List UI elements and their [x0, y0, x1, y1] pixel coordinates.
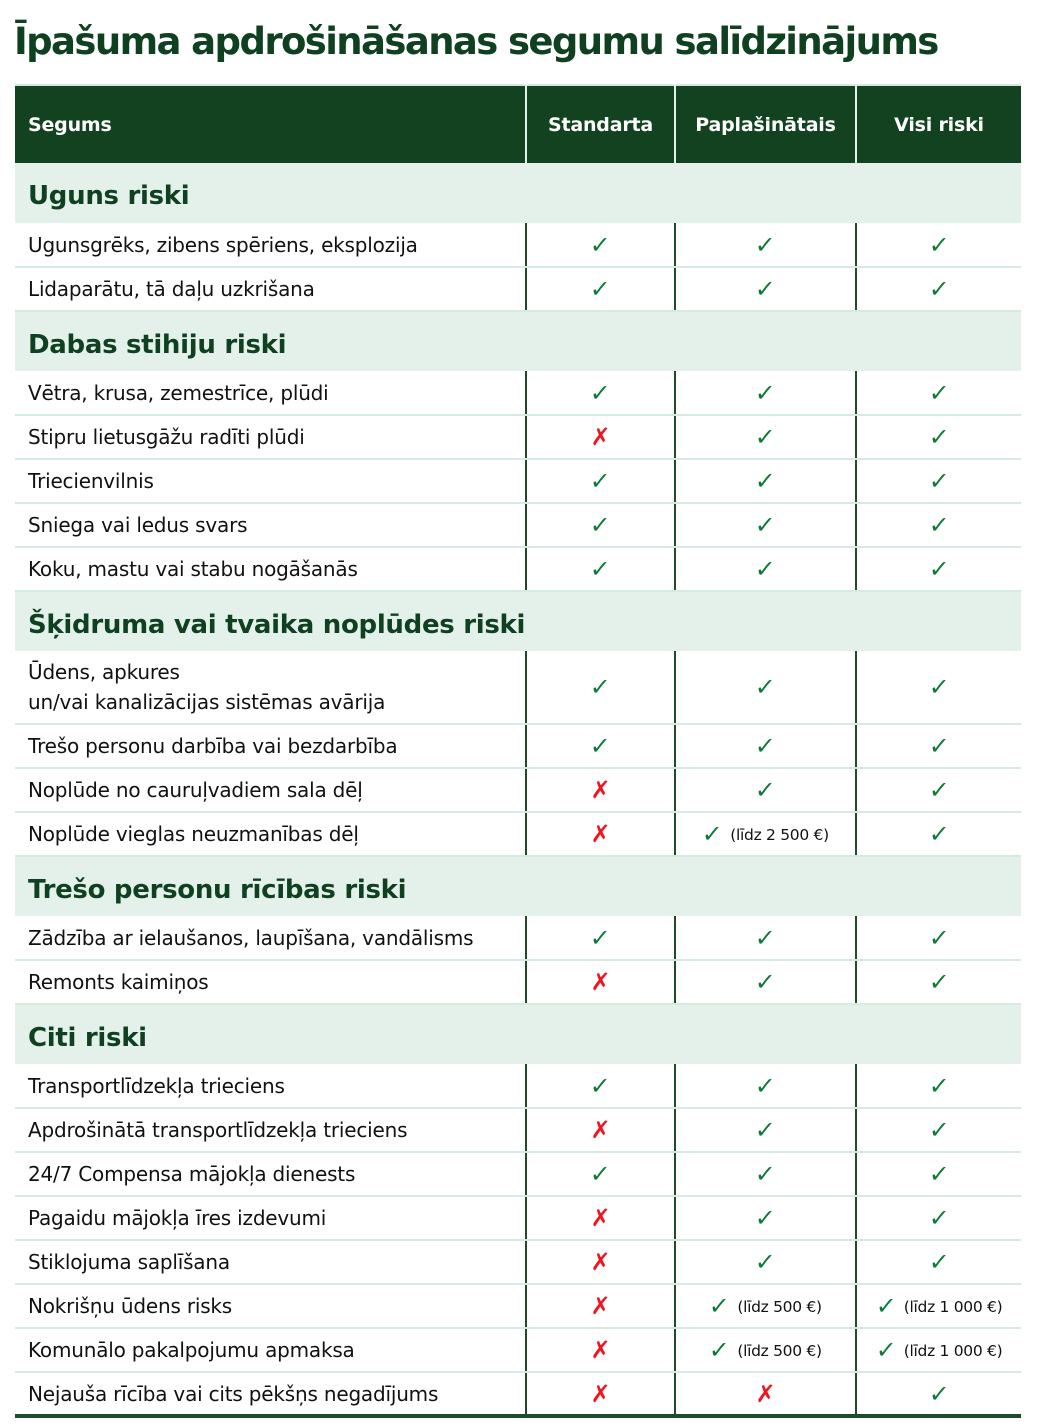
table-row	[15, 267, 1021, 311]
coverage-label-text: Lidaparātu, tā daļu uzkrišana	[28, 277, 315, 301]
coverage-label	[15, 651, 526, 724]
cell-standard	[526, 503, 675, 547]
cell-standard	[526, 1328, 675, 1372]
cell-extended	[675, 415, 856, 459]
checkmark-icon: ✓	[754, 968, 777, 996]
checkmark-icon: ✓	[754, 423, 777, 451]
cell-all-risks	[856, 1152, 1021, 1196]
coverage-label	[15, 1240, 526, 1284]
cell-standard	[526, 1284, 675, 1328]
cell-extended	[675, 916, 856, 960]
coverage-label-text: Trešo personu darbība vai bezdarbība	[28, 734, 398, 758]
cell-standard	[526, 415, 675, 459]
checkmark-icon: ✓	[927, 1248, 951, 1276]
cell-standard	[526, 1372, 675, 1416]
coverage-label	[15, 1064, 526, 1108]
column-header-standard: Standarta	[526, 85, 675, 163]
checkmark-icon: ✓	[927, 776, 951, 804]
coverage-label	[15, 371, 526, 415]
checkmark-icon: ✓	[754, 467, 777, 495]
cell-extended	[675, 1284, 856, 1328]
coverage-label-text: Noplūde no cauruļvadiem sala dēļ	[28, 778, 363, 802]
section-title: Trešo personu rīcības riski	[15, 856, 1021, 916]
checkmark-icon: ✓	[754, 672, 777, 701]
cell-standard	[526, 371, 675, 415]
checkmark-icon: ✓	[927, 423, 951, 451]
checkmark-icon: ✓	[927, 555, 951, 583]
cell-standard	[526, 768, 675, 812]
cell-extended	[675, 1064, 856, 1108]
checkmark-icon: ✓	[754, 511, 777, 539]
cross-icon: ✗	[755, 1379, 776, 1408]
cell-all-risks	[856, 1240, 1021, 1284]
cell-all-risks	[856, 651, 1021, 724]
column-header-coverage: Segums	[15, 85, 526, 163]
checkmark-icon: ✓	[589, 555, 612, 583]
table-row	[15, 415, 1021, 459]
coverage-label	[15, 1328, 526, 1372]
coverage-label-text: Remonts kaimiņos	[28, 970, 209, 994]
checkmark-icon: ✓	[589, 275, 612, 303]
table-row	[15, 1064, 1021, 1108]
column-header-all-risks: Visi riski	[856, 85, 1021, 163]
cell-all-risks	[856, 371, 1021, 415]
section-row	[15, 591, 1021, 651]
table-row	[15, 371, 1021, 415]
coverage-label-text: 24/7 Compensa mājokļa dienests	[28, 1162, 356, 1186]
checkmark-icon: ✓	[589, 732, 612, 760]
coverage-limit-note: (līdz 2 500 €)	[730, 826, 829, 844]
cell-standard	[526, 1196, 675, 1240]
table-row	[15, 768, 1021, 812]
checkmark-icon: ✓	[927, 820, 951, 848]
checkmark-icon: ✓	[589, 511, 612, 539]
checkmark-icon: ✓	[754, 1204, 777, 1232]
cell-extended	[675, 1240, 856, 1284]
cell-all-risks	[856, 1284, 1021, 1328]
checkmark-icon: ✓	[927, 467, 951, 495]
checkmark-icon: ✓	[754, 230, 777, 259]
coverage-label	[15, 1108, 526, 1152]
coverage-label-text: Komunālo pakalpojumu apmaksa	[28, 1338, 355, 1362]
cell-standard	[526, 459, 675, 503]
cross-icon: ✗	[590, 820, 611, 848]
cell-standard	[526, 724, 675, 768]
column-header-extended: Paplašinātais	[675, 85, 856, 163]
cell-extended	[675, 459, 856, 503]
table-row	[15, 223, 1021, 267]
section-title: Dabas stihiju riski	[15, 311, 1021, 371]
coverage-label	[15, 960, 526, 1004]
checkmark-icon: ✓	[927, 968, 951, 996]
checkmark-icon: ✓	[708, 1292, 731, 1320]
coverage-label	[15, 916, 526, 960]
cross-icon: ✗	[590, 1336, 611, 1364]
coverage-label	[15, 768, 526, 812]
cell-extended	[675, 768, 856, 812]
coverage-label-text: Apdrošinātā transportlīdzekļa trieciens	[28, 1118, 408, 1142]
cell-standard	[526, 812, 675, 856]
cell-extended	[675, 960, 856, 1004]
cell-extended	[675, 267, 856, 311]
coverage-label-text: Nejauša rīcība vai cits pēkšņs negadījums	[28, 1381, 439, 1406]
checkmark-icon: ✓	[589, 672, 612, 701]
cell-standard	[526, 547, 675, 591]
cell-all-risks	[856, 1064, 1021, 1108]
table-row	[15, 459, 1021, 503]
coverage-label-text: Sniega vai ledus svars	[28, 513, 248, 537]
checkmark-icon: ✓	[708, 1336, 731, 1364]
checkmark-icon: ✓	[927, 275, 951, 303]
cross-icon: ✗	[590, 776, 611, 804]
checkmark-icon: ✓	[701, 820, 724, 848]
table-row	[15, 1328, 1021, 1372]
checkmark-icon: ✓	[927, 672, 951, 701]
coverage-label-text: Ugunsgrēks, zibens spēriens, eksplozija	[28, 232, 418, 257]
coverage-label-text: Triecienvilnis	[28, 469, 154, 493]
cell-extended	[675, 547, 856, 591]
table-row	[15, 547, 1021, 591]
cross-icon: ✗	[590, 1292, 611, 1320]
checkmark-icon: ✓	[754, 1248, 777, 1276]
coverage-label-text: Stipru lietusgāžu radīti plūdi	[28, 425, 305, 449]
checkmark-icon: ✓	[754, 776, 777, 804]
cell-extended	[675, 651, 856, 724]
cross-icon: ✗	[590, 968, 611, 996]
checkmark-icon: ✓	[927, 1116, 951, 1144]
coverage-label-text: Stiklojuma saplīšana	[28, 1250, 230, 1274]
cell-standard	[526, 916, 675, 960]
cell-standard	[526, 1064, 675, 1108]
cell-all-risks	[856, 960, 1021, 1004]
checkmark-icon: ✓	[927, 1204, 951, 1232]
checkmark-icon: ✓	[927, 1160, 951, 1188]
table-body	[15, 163, 1021, 1416]
cell-standard	[526, 1152, 675, 1196]
checkmark-icon: ✓	[874, 1336, 897, 1364]
coverage-limit-note: (līdz 500 €)	[737, 1342, 822, 1360]
section-title: Šķidruma vai tvaika noplūdes riski	[15, 591, 1021, 651]
coverage-label-text: Nokrišņu ūdens risks	[28, 1294, 233, 1318]
checkmark-icon: ✓	[927, 1071, 951, 1100]
cell-all-risks	[856, 1372, 1021, 1416]
cross-icon: ✗	[590, 1248, 611, 1276]
coverage-label	[15, 223, 526, 267]
section-row	[15, 856, 1021, 916]
cell-extended	[675, 724, 856, 768]
coverage-label	[15, 267, 526, 311]
cell-all-risks	[856, 547, 1021, 591]
section-row	[15, 163, 1021, 223]
cell-all-risks	[856, 724, 1021, 768]
checkmark-icon: ✓	[754, 378, 777, 407]
cell-extended	[675, 1152, 856, 1196]
cell-standard	[526, 223, 675, 267]
cell-extended	[675, 812, 856, 856]
cell-all-risks	[856, 812, 1021, 856]
checkmark-icon: ✓	[754, 1071, 777, 1100]
checkmark-icon: ✓	[927, 1379, 951, 1408]
coverage-label	[15, 503, 526, 547]
checkmark-icon: ✓	[589, 467, 612, 495]
cell-extended	[675, 1108, 856, 1152]
table-row	[15, 724, 1021, 768]
coverage-label	[15, 1196, 526, 1240]
cell-standard	[526, 651, 675, 724]
checkmark-icon: ✓	[927, 378, 951, 407]
cell-all-risks	[856, 768, 1021, 812]
table-row	[15, 1284, 1021, 1328]
cross-icon: ✗	[590, 1204, 611, 1232]
coverage-label-text: Vētra, krusa, zemestrīce, plūdi	[28, 380, 329, 405]
coverage-limit-note: (līdz 1 000 €)	[903, 1342, 1003, 1360]
checkmark-icon: ✓	[589, 230, 612, 259]
section-title: Citi riski	[15, 1004, 1021, 1064]
checkmark-icon: ✓	[927, 230, 951, 259]
cell-all-risks	[856, 503, 1021, 547]
cell-extended	[675, 371, 856, 415]
table-row	[15, 1108, 1021, 1152]
section-row	[15, 1004, 1021, 1064]
checkmark-icon: ✓	[754, 1160, 777, 1188]
coverage-label	[15, 459, 526, 503]
cross-icon: ✗	[590, 423, 611, 451]
coverage-label	[15, 724, 526, 768]
cell-extended	[675, 1372, 856, 1416]
checkmark-icon: ✓	[754, 275, 777, 303]
coverage-comparison-table	[15, 84, 1021, 1418]
table-row	[15, 916, 1021, 960]
table-row	[15, 1240, 1021, 1284]
table-row	[15, 1372, 1021, 1416]
coverage-label	[15, 547, 526, 591]
coverage-label	[15, 1372, 526, 1416]
coverage-label	[15, 1152, 526, 1196]
checkmark-icon: ✓	[754, 732, 777, 760]
coverage-label	[15, 415, 526, 459]
checkmark-icon: ✓	[754, 555, 777, 583]
coverage-label-text: Koku, mastu vai stabu nogāšanās	[28, 557, 358, 581]
checkmark-icon: ✓	[754, 923, 777, 952]
cell-all-risks	[856, 223, 1021, 267]
cell-all-risks	[856, 1328, 1021, 1372]
section-row	[15, 311, 1021, 371]
table-row	[15, 503, 1021, 547]
table-row	[15, 960, 1021, 1004]
coverage-label	[15, 812, 526, 856]
coverage-label-text: Zādzība ar ielaušanos, laupīšana, vandālisms	[28, 925, 474, 950]
table-row	[15, 1152, 1021, 1196]
cell-standard	[526, 960, 675, 1004]
page-title: Īpašuma apdrošināšanas segumu salīdzinājums	[14, 20, 938, 63]
checkmark-icon: ✓	[874, 1292, 897, 1320]
checkmark-icon: ✓	[589, 1160, 612, 1188]
checkmark-icon: ✓	[927, 923, 951, 952]
checkmark-icon: ✓	[589, 923, 612, 952]
table-header	[15, 85, 1021, 163]
cell-all-risks	[856, 916, 1021, 960]
cell-all-risks	[856, 267, 1021, 311]
cell-standard	[526, 1240, 675, 1284]
coverage-limit-note: (līdz 1 000 €)	[903, 1298, 1003, 1316]
coverage-label-text: Noplūde vieglas neuzmanības dēļ	[28, 822, 359, 846]
checkmark-icon: ✓	[927, 732, 951, 760]
cell-all-risks	[856, 459, 1021, 503]
section-title: Uguns riski	[15, 163, 1021, 223]
cell-extended	[675, 1328, 856, 1372]
cell-all-risks	[856, 1196, 1021, 1240]
table-row	[15, 651, 1021, 724]
cross-icon: ✗	[590, 1116, 611, 1144]
checkmark-icon: ✓	[589, 1071, 612, 1100]
coverage-label	[15, 1284, 526, 1328]
table-row	[15, 1196, 1021, 1240]
table-row	[15, 812, 1021, 856]
cell-standard	[526, 1108, 675, 1152]
checkmark-icon: ✓	[927, 511, 951, 539]
coverage-limit-note: (līdz 500 €)	[737, 1298, 822, 1316]
cell-extended	[675, 503, 856, 547]
cell-all-risks	[856, 1108, 1021, 1152]
coverage-label-text-line2: un/vai kanalizācijas sistēmas avārija	[28, 690, 386, 714]
checkmark-icon: ✓	[754, 1116, 777, 1144]
coverage-label-text: Ūdens, apkures	[28, 660, 180, 684]
cell-all-risks	[856, 415, 1021, 459]
checkmark-icon: ✓	[589, 378, 612, 407]
coverage-label-text: Pagaidu mājokļa īres izdevumi	[28, 1206, 327, 1230]
cross-icon: ✗	[590, 1379, 611, 1408]
coverage-label-text: Transportlīdzekļa trieciens	[28, 1073, 285, 1098]
cell-standard	[526, 267, 675, 311]
cell-extended	[675, 223, 856, 267]
cell-extended	[675, 1196, 856, 1240]
